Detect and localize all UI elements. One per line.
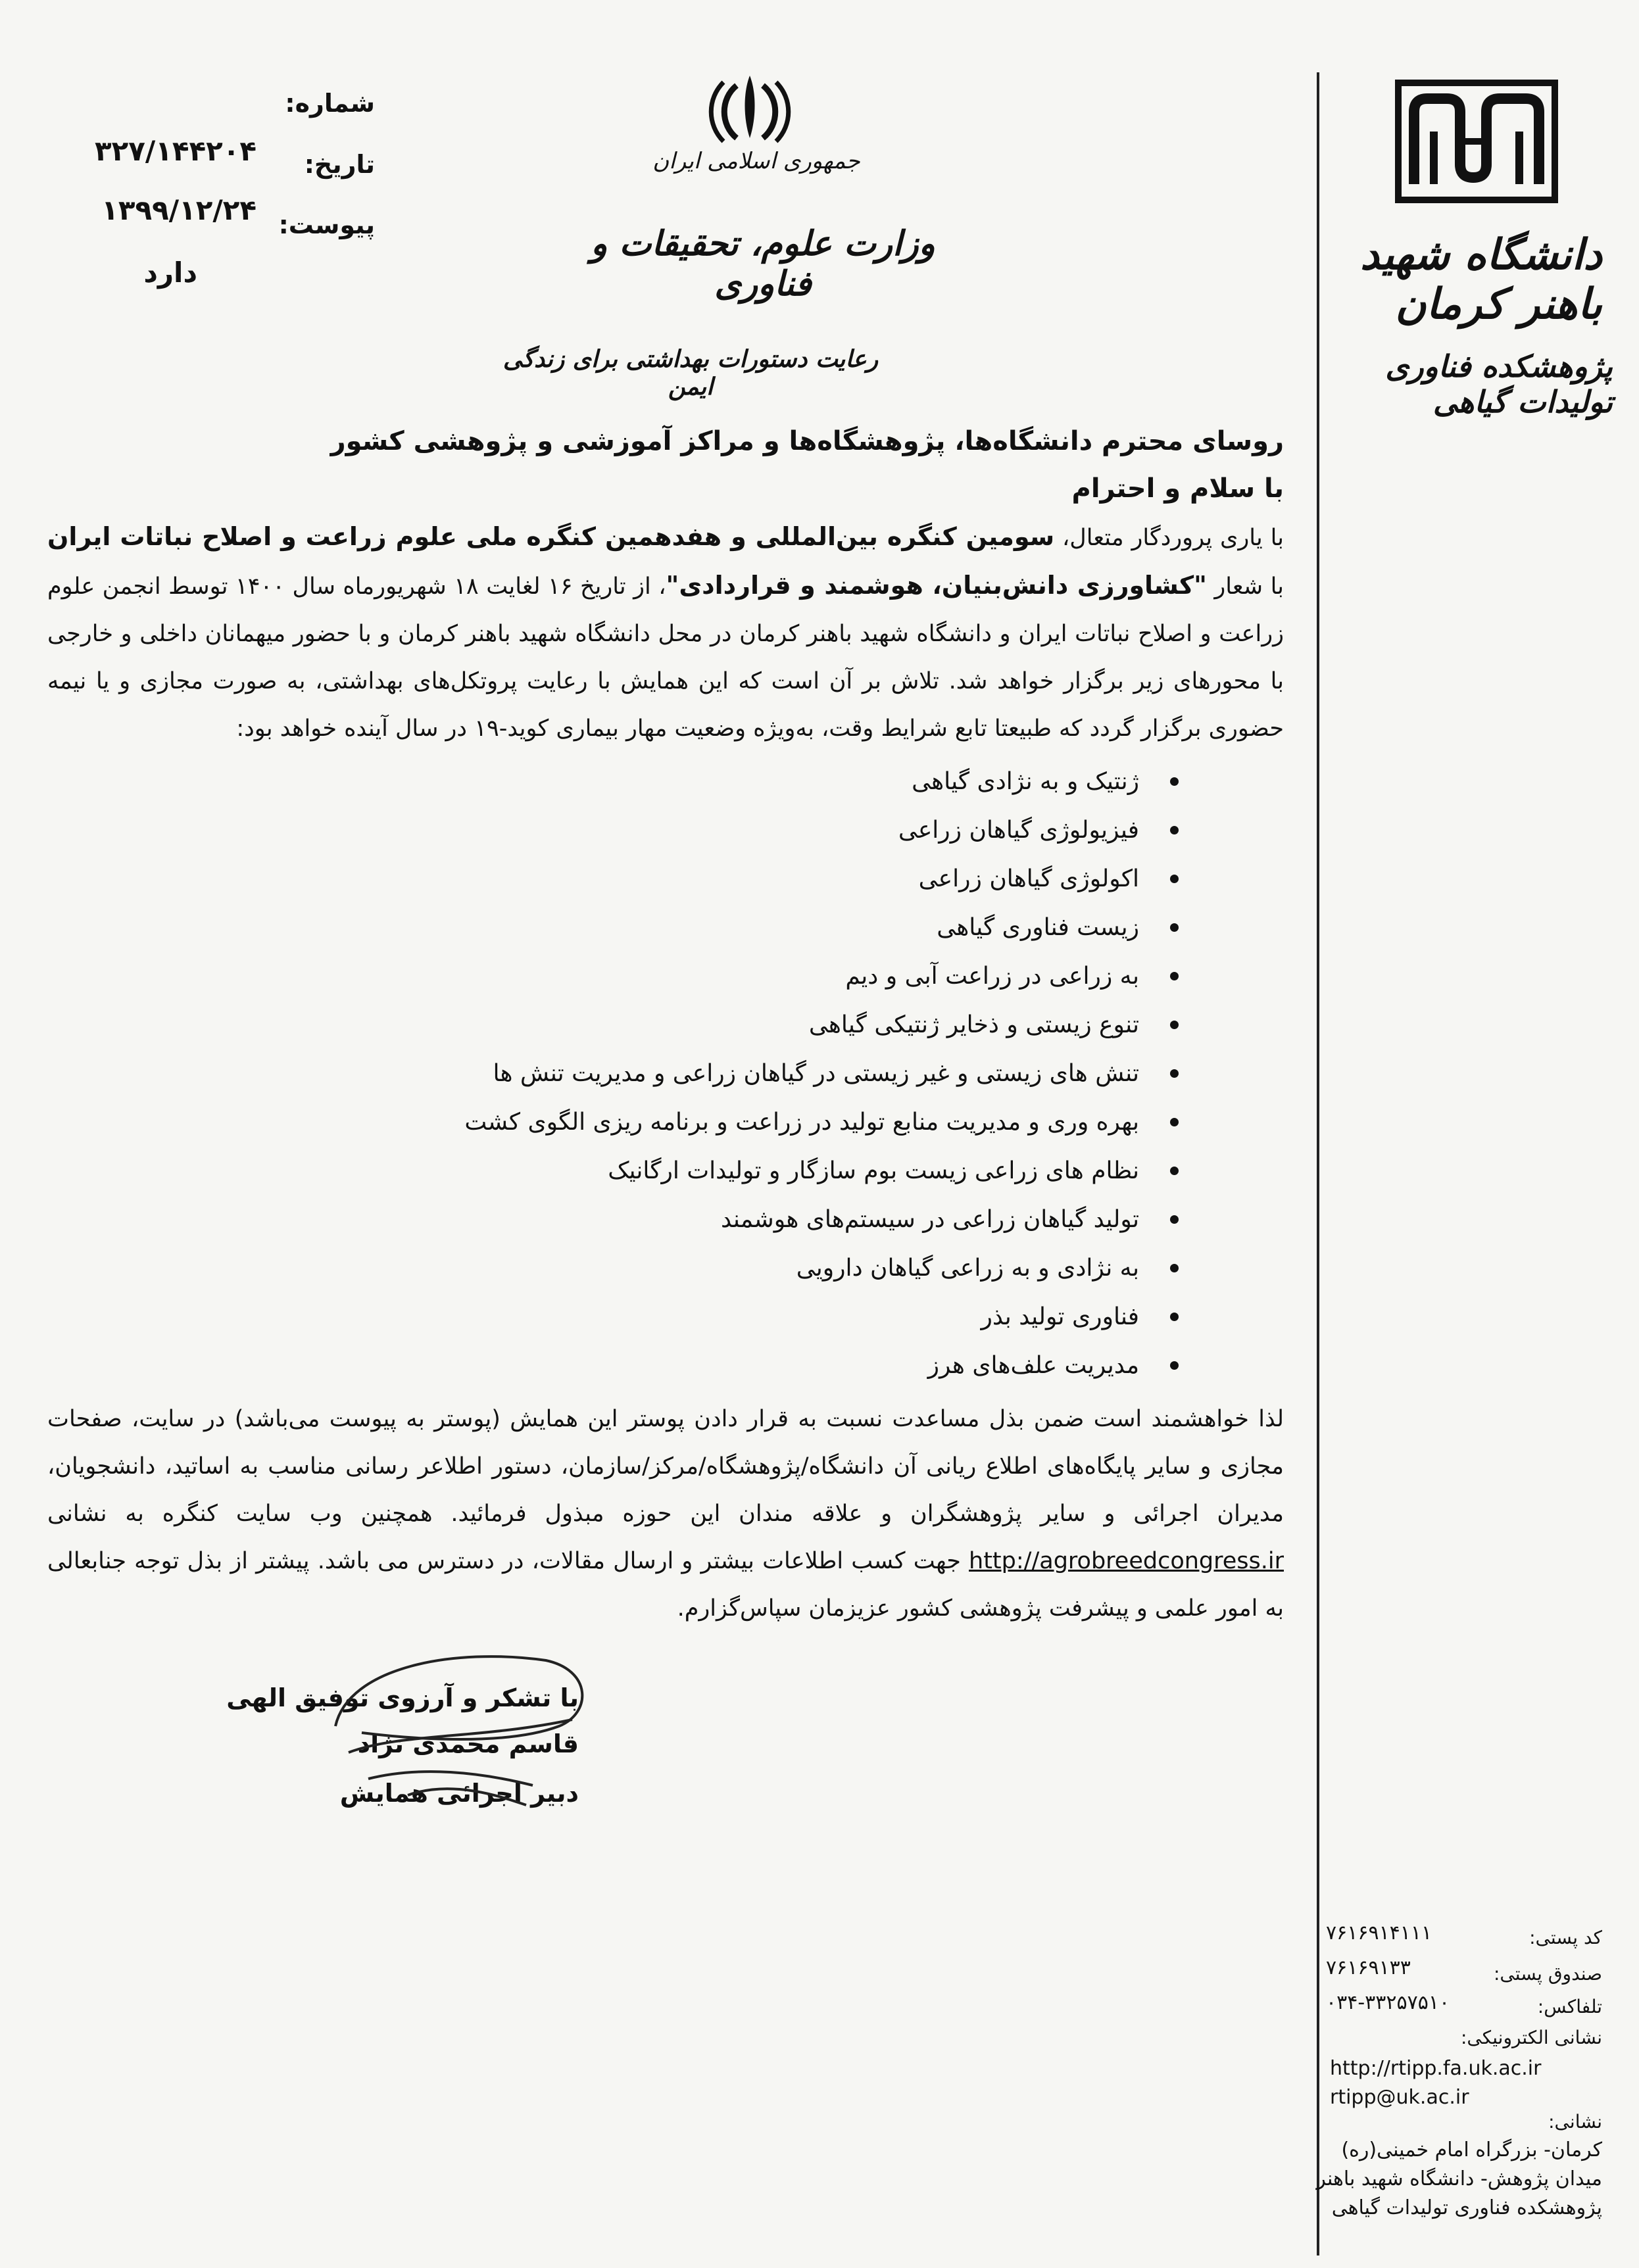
- bullet-icon: [1170, 923, 1179, 932]
- bullet-icon: [1170, 1361, 1179, 1370]
- slogan-prefix: با شعار: [1206, 573, 1284, 600]
- request-paragraph: [47, 1395, 1284, 1632]
- postal-code: ۷۶۱۶۹۱۴۱۱۱: [1326, 1921, 1432, 1944]
- bullet-icon: [1170, 1313, 1179, 1321]
- institute-website[interactable]: http://rtipp.fa.uk.ac.ir: [1330, 2057, 1542, 2080]
- attachment-label: پیوست:: [278, 210, 375, 239]
- bullet-icon: [1170, 1118, 1179, 1126]
- intro-details: ، از تاریخ ۱۶ لغایت ۱۸ شهریورماه سال ۱۴۰۰ توسط انجمن علوم زراعت و اصلاح نباتات ایران و دانشگاه شهید باهنر کرمان در محل دانشگاه شهید باهنر کرمان و با حضور میهمانان داخلی و خارجی با محورهای زیر برگزار خواهد شد. تلاش بر آن است که این همایش با رعایت پروتکل‌های بهداشتی، به صورت مجازی و یا نیمه حضوری برگزار گردد که طبیعتا تابع شرایط وقت، به‌ویژه وضعیت مهار بیماری کوید-۱۹ در سال آینده خواهد بود:: [47, 573, 1284, 742]
- list-item: تولید گیاهان زراعی در سیستم‌های هوشمند: [389, 1195, 1179, 1244]
- congress-website-link[interactable]: http://agrobreedcongress.ir: [969, 1548, 1284, 1574]
- fax-number: ۰۳۴-۳۳۲۵۷۵۱۰: [1326, 1991, 1450, 2014]
- number-label: شماره:: [285, 89, 375, 118]
- bullet-icon: [1170, 1264, 1179, 1272]
- letter-number: ۳۲۷/۱۴۴۲۰۴: [94, 135, 257, 167]
- list-item: نظام های زراعی زیست بوم سازگار و تولیدات ارگانیک: [389, 1147, 1179, 1195]
- bullet-icon: [1170, 777, 1179, 786]
- bullet-icon: [1170, 875, 1179, 883]
- health-note: رعایت دستورات بهداشتی برای زندگی ایمن: [502, 345, 879, 400]
- address-line-2: میدان پژوهش- دانشگاه شهید باهنر: [1316, 2167, 1602, 2190]
- university-logo-icon: [1394, 79, 1559, 204]
- topic-list: [389, 758, 1179, 1390]
- list-item: تنوع زیستی و ذخایر ژنتیکی گیاهی: [389, 1001, 1179, 1050]
- university-name: دانشگاه شهید باهنر کرمان: [1360, 230, 1602, 329]
- list-item: ژنتیک و به نژادی گیاهی: [389, 758, 1179, 806]
- signer-name: قاسم محمدی نژاد: [357, 1729, 579, 1758]
- recipient-line: روسای محترم دانشگاه‌ها، پژوهشگاه‌ها و مراکز آموزشی و پژوهشی کشور: [330, 426, 1284, 456]
- list-item: به زراعی در زراعت آبی و دیم: [389, 952, 1179, 1001]
- intro-paragraph: [47, 513, 1284, 752]
- list-item: فناوری تولید بذر: [389, 1293, 1179, 1341]
- closing-line: با تشکر و آرزوی توفیق الهی: [226, 1683, 579, 1712]
- list-item: فیزیولوژی گیاهان زراعی: [389, 806, 1179, 855]
- address-line-3: پژوهشکده فناوری تولیدات گیاهی: [1331, 2196, 1602, 2219]
- postal-code-label: کد پستی:: [1529, 1927, 1602, 1948]
- po-box-label: صندوق پستی:: [1493, 1963, 1602, 1985]
- republic-name: جمهوری اسلامی ایران: [652, 148, 860, 174]
- bullet-icon: [1170, 972, 1179, 980]
- list-item: زیست فناوری گیاهی: [389, 904, 1179, 952]
- email-label: نشانی الکترونیکی:: [1460, 2027, 1602, 2048]
- bullet-icon: [1170, 1069, 1179, 1078]
- date-label: تاریخ:: [304, 150, 375, 179]
- institute-name: پژوهشکده فناوری تولیدات گیاهی: [1385, 349, 1613, 420]
- list-item: اکولوژی گیاهان زراعی: [389, 855, 1179, 904]
- address-line-1: کرمان- بزرگراه امام خمینی(ره): [1341, 2138, 1602, 2161]
- bullet-icon: [1170, 1215, 1179, 1224]
- institute-email[interactable]: rtipp@uk.ac.ir: [1330, 2086, 1469, 2109]
- iran-emblem-icon: [704, 72, 796, 145]
- address-label: نشانی:: [1548, 2111, 1602, 2133]
- signer-title: دبیر اجرائی همایش: [339, 1779, 579, 1808]
- handwritten-signature: [309, 1641, 599, 1818]
- letter-date: ۱۳۹۹/۱۲/۲۴: [101, 194, 257, 226]
- ministry-name: وزارت علوم، تحقیقات و فناوری: [591, 224, 935, 304]
- fax-label: تلفاکس:: [1537, 1996, 1602, 2017]
- attachment-value: دارد: [143, 256, 197, 289]
- bullet-icon: [1170, 1167, 1179, 1175]
- greeting: با سلام و احترام: [1071, 473, 1284, 504]
- intro-text: با یاری پروردگار متعال،: [1054, 525, 1284, 551]
- list-item: به نژادی و به زراعی گیاهان دارویی: [389, 1244, 1179, 1293]
- request-closing: جهت کسب اطلاعات بیشتر و ارسال مقالات، در دسترس می باشد. پیشتر از بذل توجه جنابعالی به امور علمی و پیشرفت پژوهشی کشور عزیزمان سپاس‌گزارم.: [47, 1548, 1284, 1622]
- list-item: بهره وری و مدیریت منابع تولید در زراعت و برنامه ریزی الگوی کشت: [389, 1098, 1179, 1147]
- congress-title: سومین کنگره بین‌المللی و هفدهمین کنگره ملی علوم زراعت و اصلاح نباتات ایران: [47, 522, 1055, 551]
- po-box: ۷۶۱۶۹۱۳۳: [1326, 1956, 1411, 1979]
- list-item: تنش های زیستی و غیر زیستی در گیاهان زراعی و مدیریت تنش ها: [389, 1050, 1179, 1098]
- sidebar-divider: [1317, 72, 1319, 2256]
- bullet-icon: [1170, 1021, 1179, 1029]
- list-item: مدیریت علف‌های هرز: [389, 1341, 1179, 1390]
- congress-slogan: "کشاورزی دانش‌بنیان، هوشمند و قراردادی": [666, 571, 1207, 600]
- request-text: لذا خواهشمند است ضمن بذل مساعدت نسبت به قرار دادن پوستر این همایش (پوستر به پیوست می‌باشد) در سایت، صفحات مجازی و سایر پایگاه‌های اطلاع ریانی آن دانشگاه/پژوهشگاه/مرکز/سازمان، دستور اطلاعر رسانی مناسب به اساتید، دانشجویان، مدیران اجرائی و سایر پژوهشگران و علاقه مندان این حوزه مبذول فرمائید. همچنین وب سایت کنگره به نشانی: [47, 1406, 1284, 1527]
- bullet-icon: [1170, 826, 1179, 834]
